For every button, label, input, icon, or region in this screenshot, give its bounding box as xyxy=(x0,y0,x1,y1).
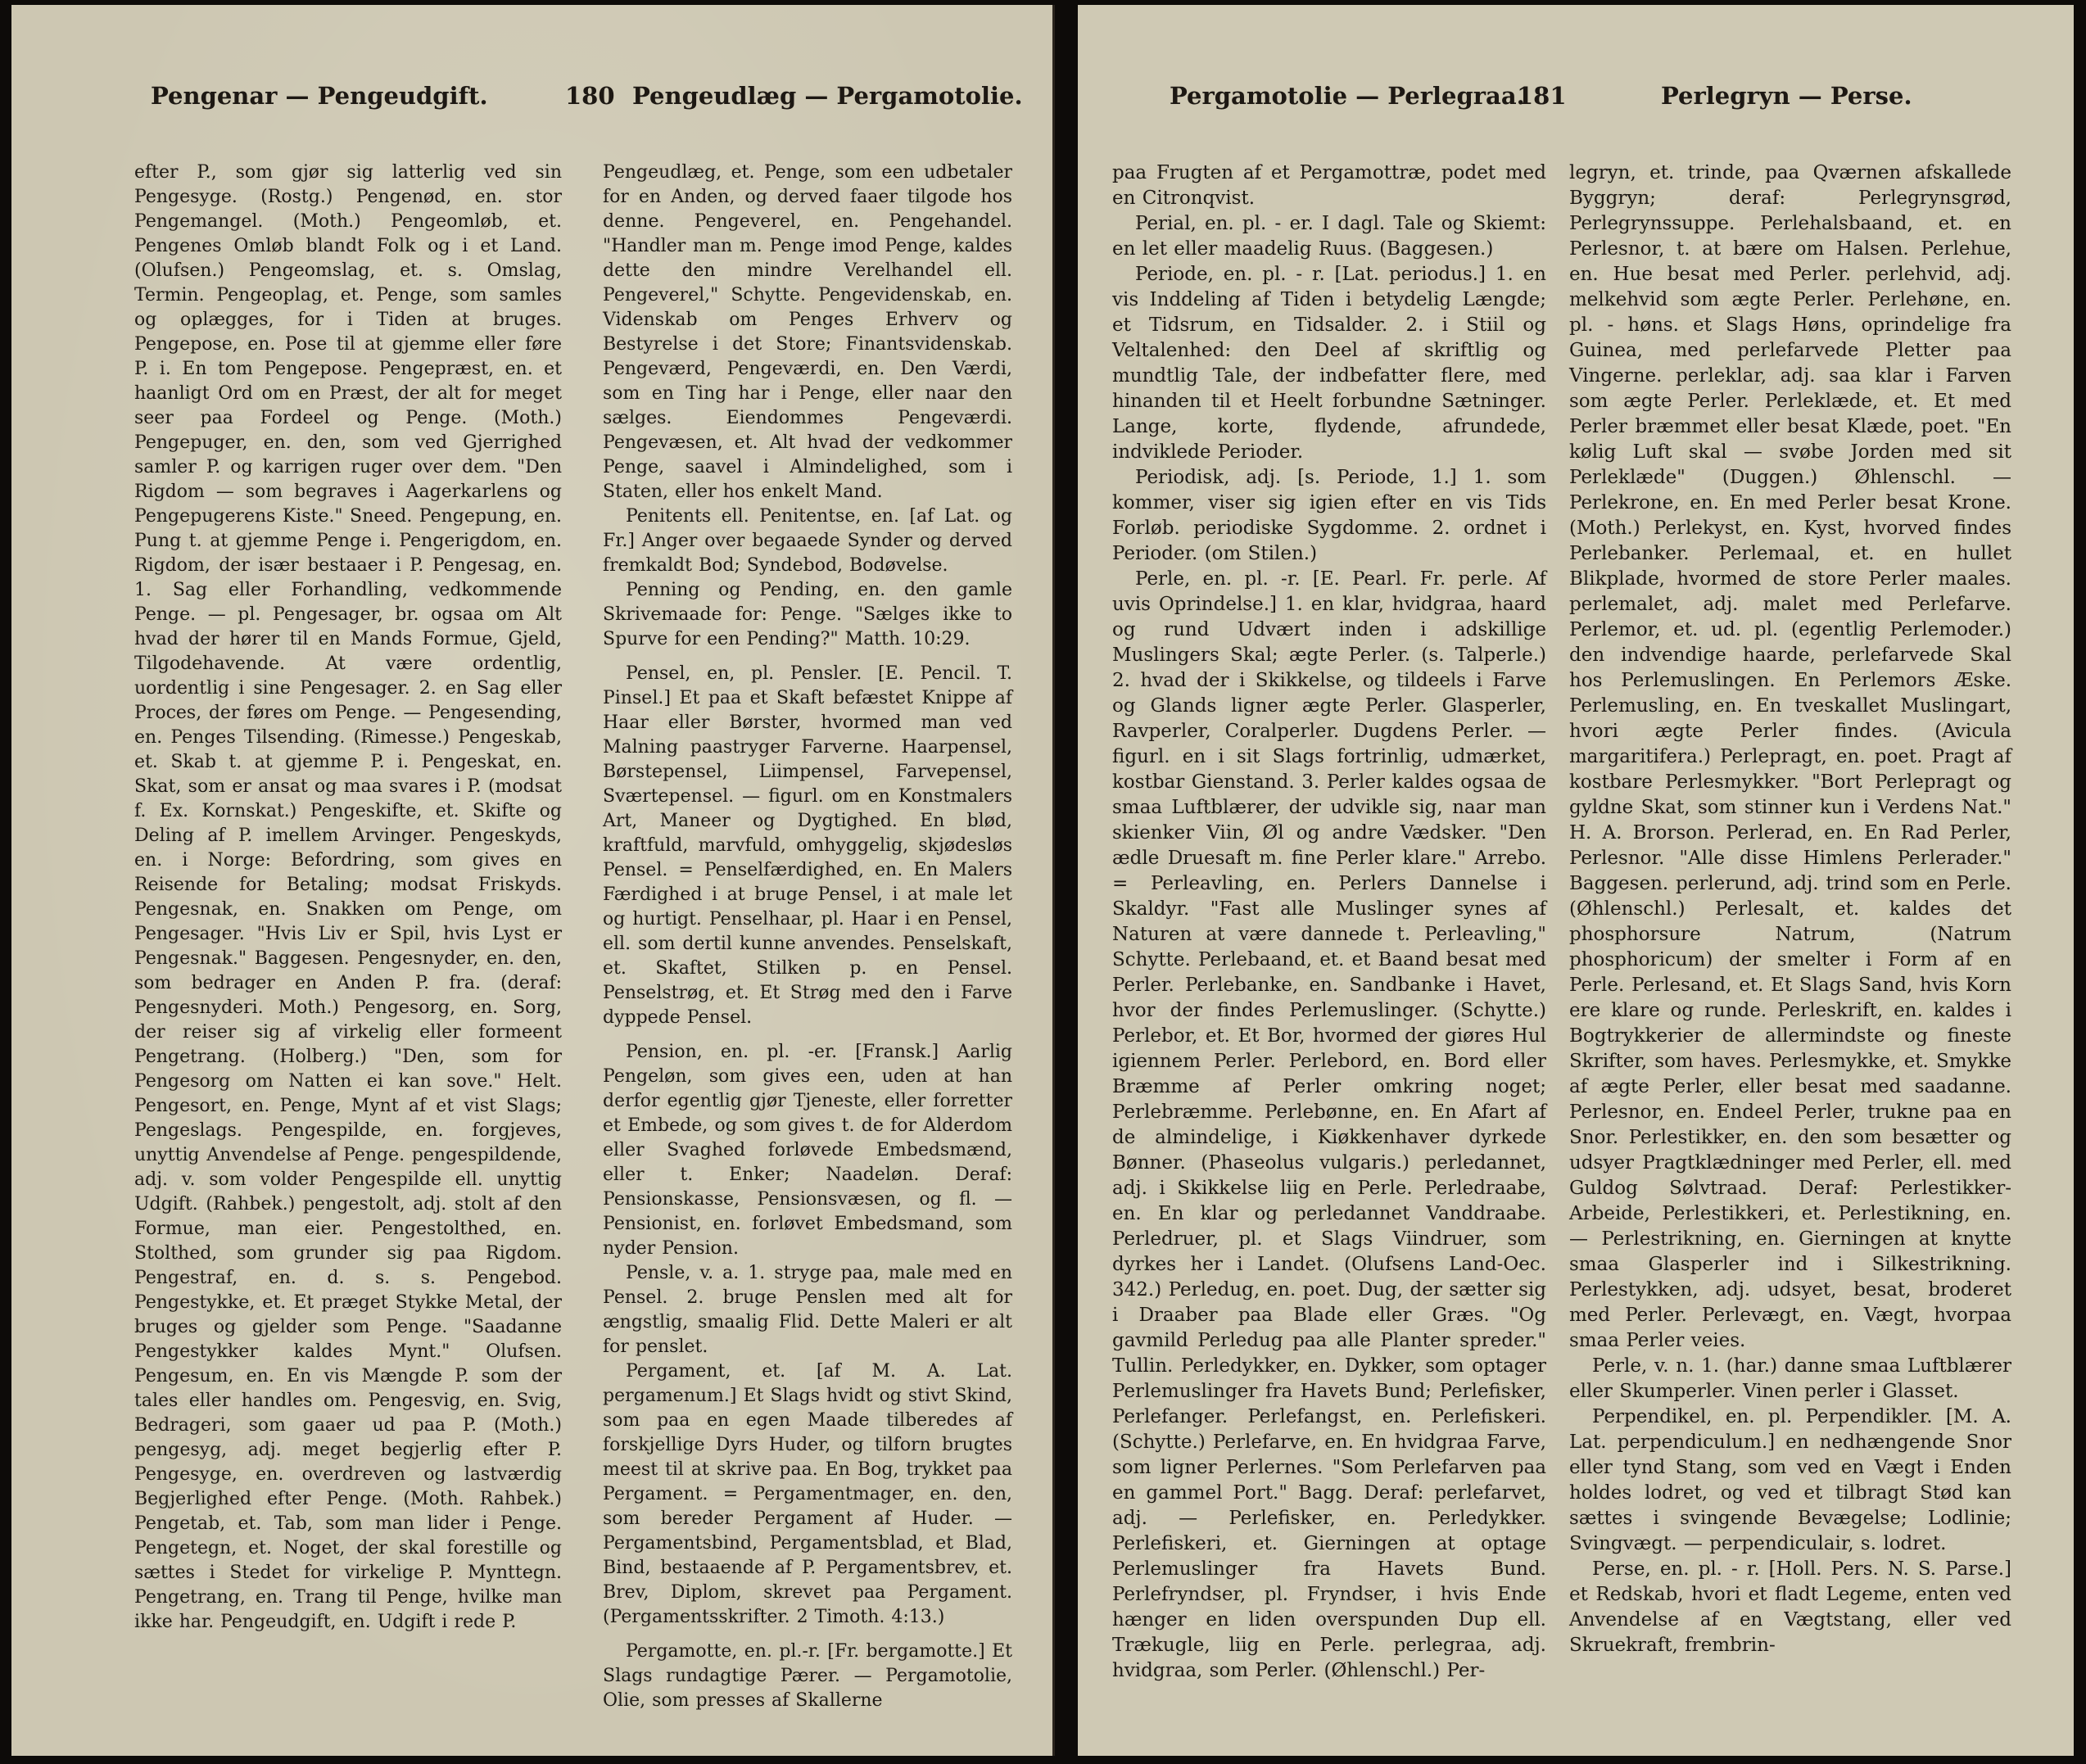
left-page xyxy=(11,5,1055,1756)
header-right-guideword: Pengeudlæg — Pergamotolie. xyxy=(632,82,1023,110)
dictionary-entry: Perpendikel, en. pl. Perpendikler. [M. A. Lat. perpendiculum.] en nedhængende Snor eller tynd Stang, som ved en Vægt i Enden holdes lodret, og ved et tilbragt Stød kan sættes i svingende Bevægelse; Lodlinie; Svingvægt. — perpendiculair, s. lodret. xyxy=(1569,1406,2011,1554)
header-right-guideword: Perlegryn — Perse. xyxy=(1661,82,1912,110)
dictionary-entry: Periode, en. pl. - r. [Lat. periodus.] 1. en vis Inddeling af Tiden i betydelig Længde; et Tidsrum, en Tidsalder. 2. i Stiil og Veltalenhed: den Deel af skriftlig og mundtlig Tale, der indbefatter flere, med hinanden til et Heelt forbundne Sætninger. Lange, korte, flydende, afrundede, indviklede Perioder. xyxy=(1112,264,1546,463)
header-left-guideword: Pergamotolie — Perlegraa. xyxy=(1170,82,1525,110)
dictionary-entry: Perle, v. n. 1. (har.) danne smaa Luftblærer eller Skumperler. Vinen perler i Glasset. xyxy=(1569,1355,2011,1402)
page-number: 181 xyxy=(1517,82,1567,110)
page-number: 180 xyxy=(565,82,615,110)
right-page xyxy=(1078,5,2074,1756)
dictionary-entry: Pensle, v. a. 1. stryge paa, male med en Pensel. 2. bruge Penslen med alt for ængstlig, smaalig Flid. Dette Maleri er alt for penslet. xyxy=(603,1263,1012,1357)
dictionary-entry: Pengeudlæg, et. Penge, som een udbetaler for en Anden, og derved faaer tilgode hos denne. Pengeverel, en. Pengehandel. "Handler man m. Penge imod Penge, kaldes dette den mindre Verelhandel ell. Pengeverel," Schytte. Pengevidenskab, en. Videnskab om Penges Erhverv og Bestyrelse i det Store; Finantsvidenskab. Pengeværd, Pengeværdi, en. Den Værdi, som en Ting har i Penge, eller naar den sælges. Eiendommes Pengeværdi. Pengevæsen, et. Alt hvad der vedkommer Penge, saavel i Almindelighed, som i Staten, eller hos enkelt Mand. xyxy=(603,162,1012,502)
dictionary-entry: Pension, en. pl. -er. [Fransk.] Aarlig Pengeløn, som gives een, uden at han derfor egentlig gjør Tjeneste, eller forretter et Embede, og som gives t. de for Alderdom eller Svaghed forløvede Embedsmænd, eller t. Enker; Naadeløn. Deraf: Pensionskasse, Pensionsvæsen, og fl. — Pensionist, en. forløvet Embedsmand, som nyder Pension. xyxy=(603,1042,1012,1259)
right-column-1 xyxy=(1112,161,1546,1684)
running-header xyxy=(11,82,1055,131)
dictionary-entry: legryn, et. trinde, paa Qværnen afskallede Byggryn; deraf: Perlegrynsgrød, Perlegrynssuppe. Perlehalsbaand, et. en Perlesnor, t. at bære om Halsen. Perlehue, en. Hue besat med Perler. perlehvid, adj. melkehvid som ægte Perler. Perlehøne, en. pl. - høns. et Slags Høns, oprindelige fra Guinea, med perlefarvede Pletter paa Vingerne. perleklar, adj. saa klar i Farven som ægte Perler. Perleklæde, et. Et med Perler bræmmet eller besat Klæde, poet. "En kølig Luft skal — svøbe Jorden med sit Perleklæde" (Duggen.) Øhlenschl. — Perlekrone, en. En med Perler besat Krone. (Moth.) Perlekyst, en. Kyst, hvorved findes Perlebanker. Perlemaal, et. en hullet Blikplade, hvormed de store Perler maales. perlemalet, adj. malet med Perlefarve. Perlemor, et. ud. pl. (egentlig Perlemoder.) den indvendige haarde, perlefarvede Skal hos Perlemuslingen. En Perlemors Æske. Perlemusling, en. En tveskallet Muslingart, hvori ægte Perler findes. (Avicula margaritifera.) Perlepragt, en. poet. Pragt af kostbare Perlesmykker. "Bort Perlepragt og gyldne Skat, som stinner kun i Verdens Nat." H. A. Brorson. Perlerad, en. En Rad Perler, Perlesnor. "Alle disse Himlens Perlerader." Baggesen. perlerund, adj. trind som en Perle. (Øhlenschl.) Perlesalt, et. kaldes det phosphorsure Natrum, (Natrum phosphoricum) der smelter i Form af en Perle. Perlesand, et. Et Slags Sand, hvis Korn ere klare og runde. Perleskrift, en. kaldes i Bogtrykkerier de allermindste og fineste Skrifter, som haves. Perlesmykke, et. Smykke af ægte Perler, eller besat med saadanne. Perlesnor, en. Endeel Perler, trukne paa en Snor. Perlestikker, en. den som besætter og udsyer Pragtklædninger med Perler, ell. med Guldog Sølvtraad. Deraf: Perlestikker-Arbeide, Perlestikkeri, et. Perlestikning, en. — Perlestrikning, en. Gierningen at knytte smaa Glasperler ind i Silkestrikning. Perlestykken, adj. udsyet, besat, broderet med Perler. Perlevægt, en. Vægt, hvorpaa smaa Perler veies. xyxy=(1569,162,2011,1351)
header-left-guideword: Pengenar — Pengeudgift. xyxy=(151,82,488,110)
dictionary-entry: paa Frugten af et Pergamottræ, podet med en Citronqvist. xyxy=(1112,162,1546,209)
dictionary-entry: Pergamotte, en. pl.-r. [Fr. bergamotte.] Et Slags rundagtige Pærer. — Pergamotolie, Olie, som presses af Skallerne xyxy=(603,1641,1012,1711)
dictionary-entry: Penitents ell. Penitentse, en. [af Lat. og Fr.] Anger over begaaede Synder og derved fremkaldt Bod; Syndebod, Bodøvelse. xyxy=(603,506,1012,576)
dictionary-entry: Pensel, en, pl. Pensler. [E. Pencil. T. Pinsel.] Et paa et Skaft befæstet Knippe af Haar eller Børster, hvormed man ved Malning paastryger Farverne. Haarpensel, Børstepensel, Liimpensel, Farvepensel, Sværtepensel. — figurl. om en Konstmalers Art, Maneer og Dygtighed. En blød, kraftfuld, marvfuld, omhyggelig, skjødesløs Pensel. = Penselfærdighed, en. En Malers Færdighed i at bruge Pensel, i at male let og hurtigt. Penselhaar, pl. Haar i en Pensel, ell. som dertil kunne anvendes. Penselskaft, et. Skaftet, Stilken p. en Pensel. Penselstrøg, et. Et Strøg med den i Farve dyppede Pensel. xyxy=(603,663,1012,1028)
right-column-2 xyxy=(1569,161,2011,1658)
dictionary-entry: Perle, en. pl. -r. [E. Pearl. Fr. perle. Af uvis Oprindelse.] 1. en klar, hvidgraa, haard og rund Udvært inden i adskillige Muslingers Skal; ægte Perler. (s. Talperle.) 2. hvad der i Skikkelse, og tildeels i Farve og Glands ligner ægte Perler. Glasperler, Ravperler, Coralperler. Dugdens Perler. — figurl. en i sit Slags fortrinlig, udmærket, kostbar Gienstand. 3. Perler kaldes ogsaa de smaa Luftblærer, der udvikle sig, naar man skienker Viin, Øl og andre Vædsker. "Den ædle Druesaft m. fine Perler klare." Arrebo. = Perleavling, en. Perlers Dannelse i Skaldyr. "Fast alle Muslinger synes af Naturen at være dannede t. Perleavling," Schytte. Perlebaand, et. et Baand besat med Perler. Perlebanke, en. Sandbanke i Havet, hvor der findes Perlemuslinger. (Schytte.) Perlebor, et. Et Bor, hvormed der giøres Hul igiennem Perler. Perlebord, en. Bord eller Bræmme af Perler omkring noget; Perlebræmme. Perlebønne, en. En Afart af de almindelige, i Kiøkkenhaver dyrkede Bønner. (Phaseolus vulgaris.) perledannet, adj. i Skikkelse liig en Perle. Perledraabe, en. En klar og perledannet Vanddraabe. Perledruer, pl. et Slags Viindruer, som dyrkes her i Landet. (Olufsens Land-Oec. 342.) Perledug, en. poet. Dug, der sætter sig i Draaber paa Blade eller Græs. "Og gavmild Perledug paa alle Planter spreder." Tullin. Perledykker, en. Dykker, som optager Perlemuslinger fra Havets Bund; Perlefisker, Perlefanger. Perlefangst, en. Perlefiskeri. (Schytte.) Perlefarve, en. En hvidgraa Farve, som ligner Perlernes. "Som Perlefarven paa en gammel Port." Bagg. Deraf: perlefarvet, adj. — Perlefisker, en. Perledykker. Perlefiskeri, et. Gierningen at optage Perlemuslinger fra Havets Bund. Perlefryndser, pl. Fryndser, i hvis Ende hænger en liden overspunden Dup ell. Trækugle, liig en Perle. perlegraa, adj. hvidgraa, som Perler. (Øhlenschl.) Per- xyxy=(1112,568,1546,1681)
left-column-1 xyxy=(134,161,562,1635)
dictionary-entry: Pergament, et. [af M. A. Lat. pergamenum.] Et Slags hvidt og stivt Skind, som paa en egen Maade tilberedes af forskjellige Dyrs Huder, og tilforn brugtes meest til at skrive paa. En Bog, trykket paa Pergament. = Pergamentmager, en. den, som bereder Pergament af Huder. — Pergamentsbind, Pergamentsblad, et Blad, Bind, bestaaende af P. Pergamentsbrev, et. Brev, Diplom, skrevet paa Pergament. (Pergamentsskrifter. 2 Timoth. 4:13.) xyxy=(603,1361,1012,1627)
dictionary-entry: Perse, en. pl. - r. [Holl. Pers. N. S. Parse.] et Redskab, hvori et fladt Legeme, enten ved Anvendelse af en Vægtstang, eller ved Skruekraft, frembrin- xyxy=(1569,1558,2011,1656)
dictionary-entry: Periodisk, adj. [s. Periode, 1.] 1. som kommer, viser sig igien efter en vis Tids Forløb. periodiske Sygdomme. 2. ordnet i Perioder. (om Stilen.) xyxy=(1112,467,1546,564)
running-header xyxy=(1078,82,2074,131)
dictionary-entry: Penning og Pending, en. den gamle Skrivemaade for: Penge. "Sælges ikke to Spurve for een Pending?" Matth. 10:29. xyxy=(603,580,1012,649)
left-column-2 xyxy=(603,161,1012,1713)
dictionary-entry: efter P., som gjør sig latterlig ved sin Pengesyge. (Rostg.) Pengenød, en. stor Pengemangel. (Moth.) Pengeomløb, et. Pengenes Omløb blandt Folk og i et Land. (Olufsen.) Pengeomslag, et. s. Omslag, Termin. Pengeoplag, et. Penge, som samles og oplægges, for i Tiden at bruges. Pengepose, en. Pose til at gjemme eller føre P. i. En tom Pengepose. Pengepræst, en. et haanligt Ord om en Præst, der alt for meget seer paa Fordeel og Penge. (Moth.) Pengepuger, en. den, som ved Gjerrighed samler P. og karrigen ruger over dem. "Den Rigdom — som begraves i Aagerkarlens og Pengepugerens Kiste." Sneed. Pengepung, en. Pung t. at gjemme Penge i. Pengerigdom, en. Rigdom, der især bestaaer i P. Pengesag, en. 1. Sag eller Forhandling, vedkommende Penge. — pl. Pengesager, br. ogsaa om Alt hvad der hører til en Mands Formue, Gjeld, Tilgodehavende. At være ordentlig, uordentlig i sine Pengesager. 2. en Sag eller Proces, der føres om Penge. — Pengesending, en. Penges Tilsending. (Rimesse.) Pengeskab, et. Skab t. at gjemme P. i. Pengeskat, en. Skat, som er ansat og maa svares i P. (modsat f. Ex. Kornskat.) Pengeskifte, et. Skifte og Deling af P. imellem Arvinger. Pengeskyds, en. i Norge: Befordring, som gives en Reisende for Betaling; modsat Friskyds. Pengesnak, en. Snakken om Penge, om Pengesager. "Hvis Liv er Spil, hvis Lyst er Pengesnak." Baggesen. Pengesnyder, en. den, som bedrager en Anden P. fra. (deraf: Pengesnyderi. Moth.) Pengesorg, en. Sorg, der reiser sig af virkelig eller formeent Pengetrang. (Holberg.) "Den, som for Pengesorg om Natten ei kan sove." Helt. Pengesort, en. Penge, Mynt af et vist Slags; Pengeslags. Pengespilde, en. forgjeves, unyttig Anvendelse af Penge. pengespildende, adj. v. som volder Pengespilde ell. unyttig Udgift. (Rahbek.) pengestolt, adj. stolt af den Formue, man eier. Pengestolthed, en. Stolthed, som grunder sig paa Rigdom. Pengestraf, en. d. s. s. Pengebod. Pengestykke, et. Et præget Stykke Metal, der bruges og gjelder som Penge. "Saadanne Pengestykker kaldes Mynt." Olufsen. Pengesum, en. En vis Mængde P. som der tales eller handles om. Pengesvig, en. Svig, Bedrageri, som gaaer ud paa P. (Moth.) pengesyg, adj. meget begjerlig efter P. Pengesyge, en. overdreven og lastværdig Begjerlighed efter Penge. (Moth. Rahbek.) Pengetab, et. Tab, som man lider i Penge. Pengetegn, et. Noget, der skal forestille og sættes i Stedet for virkelige P. Mynttegn. Pengetrang, en. Trang til Penge, hvilke man ikke har. Pengeudgift, en. Udgift i rede P. xyxy=(134,162,562,1632)
dictionary-entry: Perial, en. pl. - er. I dagl. Tale og Skiemt: en let eller maadelig Ruus. (Baggesen.) xyxy=(1112,213,1546,260)
